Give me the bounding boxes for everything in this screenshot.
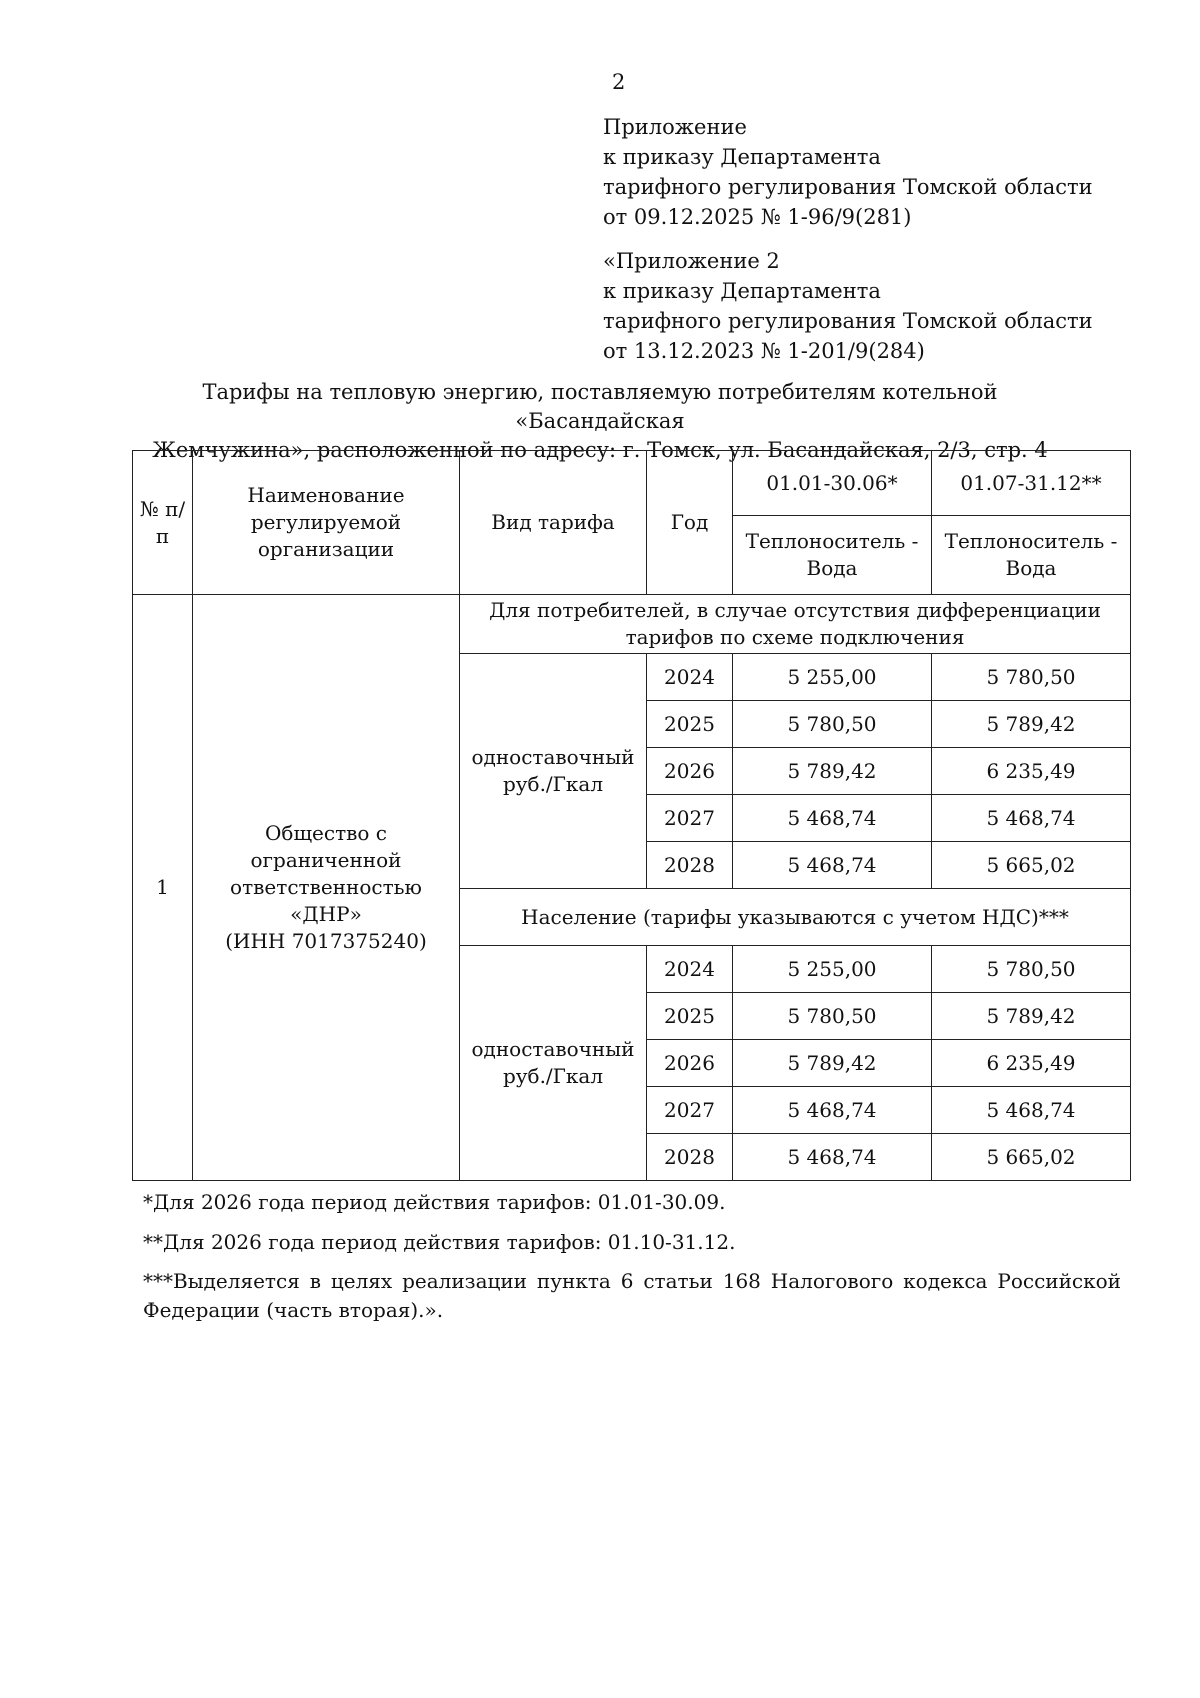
- footnote-1: *Для 2026 года период действия тарифов: 01.01-30.09.: [143, 1190, 726, 1214]
- value-cell: 5 789,42: [733, 1040, 932, 1087]
- appendix-title: «Приложение 2: [603, 249, 780, 273]
- header-carrier-1: Теплоноситель - Вода: [733, 516, 932, 595]
- value-cell: 6 235,49: [932, 748, 1131, 795]
- year-cell: 2028: [647, 842, 733, 889]
- value-cell: 5 789,42: [932, 701, 1131, 748]
- org-name-line: «ДНР»: [290, 902, 362, 926]
- row-number: 1: [133, 595, 193, 1181]
- tariff-type-cell: одноставочный руб./Гкал: [460, 654, 647, 889]
- value-cell: 5 468,74: [733, 842, 932, 889]
- appendix-line: к приказу Департамента: [603, 279, 881, 303]
- year-cell: 2024: [647, 946, 733, 993]
- value-cell: 5 468,74: [932, 1087, 1131, 1134]
- value-cell: 5 780,50: [733, 993, 932, 1040]
- org-inn: (ИНН 7017375240): [225, 929, 427, 953]
- value-cell: 5 665,02: [932, 842, 1131, 889]
- header-tariff-type: Вид тарифа: [460, 451, 647, 595]
- year-cell: 2025: [647, 993, 733, 1040]
- value-cell: 6 235,49: [932, 1040, 1131, 1087]
- value-cell: 5 780,50: [932, 654, 1131, 701]
- value-cell: 5 468,74: [733, 795, 932, 842]
- header-num: № п/п: [133, 451, 193, 595]
- title-line: Жемчужина», расположенной по адресу: г. Томск, ул. Басандайская, 2/3, стр. 4: [152, 438, 1048, 462]
- value-cell: 5 789,42: [932, 993, 1131, 1040]
- year-cell: 2026: [647, 1040, 733, 1087]
- page-number: 2: [612, 70, 626, 94]
- org-name-line: Общество с ограниченной ответственностью: [230, 821, 422, 899]
- section-title: Для потребителей, в случае отсутствия дифференциации тарифов по схеме подключения: [460, 595, 1131, 654]
- value-cell: 5 468,74: [733, 1087, 932, 1134]
- year-cell: 2027: [647, 795, 733, 842]
- appendix-header: [603, 112, 1093, 232]
- value-cell: 5 468,74: [733, 1134, 932, 1181]
- appendix-2-header: [603, 246, 1093, 366]
- year-cell: 2024: [647, 654, 733, 701]
- footnote-3: ***Выделяется в целях реализации пункта 6 статьи 168 Налогового кодекса Российской Федерации (часть вторая).».: [143, 1269, 1121, 1322]
- value-cell: 5 255,00: [733, 654, 932, 701]
- appendix-line: к приказу Департамента: [603, 145, 881, 169]
- value-cell: 5 789,42: [733, 748, 932, 795]
- appendix-line: тарифного регулирования Томской области: [603, 175, 1093, 199]
- header-year: Год: [647, 451, 733, 595]
- year-cell: 2026: [647, 748, 733, 795]
- value-cell: 5 468,74: [932, 795, 1131, 842]
- tariffs-table: [132, 450, 1131, 1181]
- header-carrier-2: Теплоноситель - Вода: [932, 516, 1131, 595]
- footnote-2: **Для 2026 года период действия тарифов: 01.10-31.12.: [143, 1230, 736, 1254]
- value-cell: 5 665,02: [932, 1134, 1131, 1181]
- value-cell: 5 780,50: [733, 701, 932, 748]
- table-header-row: [133, 451, 1131, 516]
- appendix-line: тарифного регулирования Томской области: [603, 309, 1093, 333]
- title-line: Тарифы на тепловую энергию, поставляемую потребителям котельной «Басандайская: [202, 380, 998, 433]
- value-cell: 5 780,50: [932, 946, 1131, 993]
- section-row: [133, 595, 1131, 654]
- year-cell: 2027: [647, 1087, 733, 1134]
- appendix-order-ref: от 09.12.2025 № 1-96/9(281): [603, 205, 912, 229]
- year-cell: 2028: [647, 1134, 733, 1181]
- tariff-type-cell: одноставочный руб./Гкал: [460, 946, 647, 1181]
- header-period-1: 01.01-30.06*: [733, 451, 932, 516]
- appendix-title: Приложение: [603, 115, 747, 139]
- header-period-2: 01.07-31.12**: [932, 451, 1131, 516]
- section-title: Население (тарифы указываются с учетом НДС)***: [460, 889, 1131, 946]
- header-organization: Наименование регулируемой организации: [193, 451, 460, 595]
- value-cell: 5 255,00: [733, 946, 932, 993]
- appendix-order-ref: от 13.12.2023 № 1-201/9(284): [603, 339, 925, 363]
- year-cell: 2025: [647, 701, 733, 748]
- organization-name: [193, 595, 460, 1181]
